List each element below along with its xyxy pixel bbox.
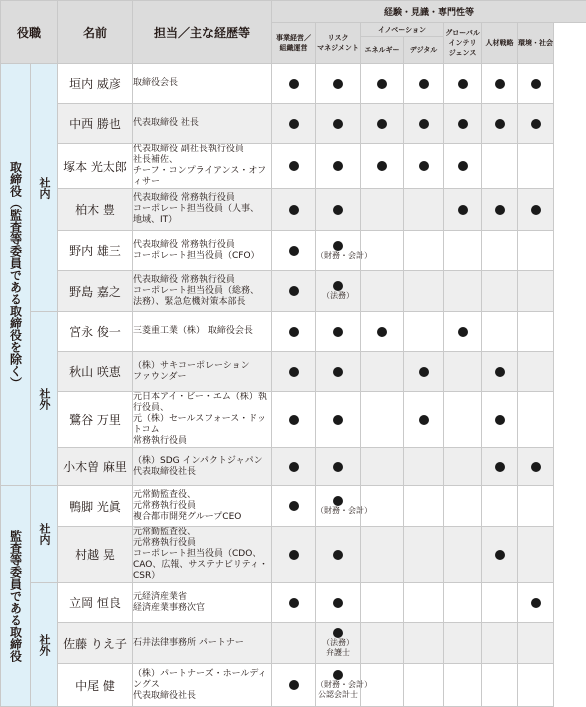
cell-hr [482, 144, 518, 189]
table-row [1, 64, 586, 104]
cell-management [272, 486, 316, 527]
filled-circle-icon [458, 161, 468, 171]
cell-digital [404, 527, 444, 583]
cell-risk [316, 64, 361, 104]
filled-circle-icon [333, 598, 343, 608]
filled-circle-icon [531, 462, 541, 472]
cell-hr [482, 392, 518, 448]
role-group-label: 監査等委員である取締役 [10, 530, 22, 662]
header-role: 役職 [1, 1, 58, 64]
cell-digital [404, 312, 444, 352]
cell-energy [361, 189, 404, 231]
header-row-top [1, 1, 586, 23]
filled-circle-icon [289, 327, 299, 337]
cell-risk [316, 189, 361, 231]
role-group-directors [1, 64, 31, 486]
cell-hr [482, 527, 518, 583]
career-line: CAO、広報、サステナビリティ・CSR） [133, 560, 271, 582]
table-row [1, 144, 586, 189]
cell-env [518, 189, 554, 231]
career-line: 元（株）セールスフォース・ドットコム [133, 414, 271, 436]
career-line: 元常勤監査役、 [133, 527, 271, 538]
cell-energy [361, 392, 404, 448]
career-line: 元常務執行役員 [133, 501, 271, 512]
member-name: 鷺谷 万里 [58, 392, 133, 448]
filled-circle-icon [289, 598, 299, 608]
cell-risk [316, 312, 361, 352]
cell-energy [361, 527, 404, 583]
career-line: 三菱重工業（株） 取締役会長 [133, 326, 271, 337]
cell-hr [482, 448, 518, 486]
table-row [1, 104, 586, 144]
filled-circle-icon [289, 205, 299, 215]
member-career [133, 486, 272, 527]
member-name: 佐藤 りえ子 [58, 623, 133, 664]
filled-circle-icon [289, 79, 299, 89]
filled-circle-icon [289, 501, 299, 511]
table-row [1, 664, 586, 707]
cell-digital [404, 583, 444, 623]
cell-energy [361, 104, 404, 144]
career-line: 元常務執行役員 [133, 538, 271, 549]
filled-circle-icon [333, 281, 343, 291]
filled-circle-icon [458, 327, 468, 337]
member-name: 立岡 恒良 [58, 583, 133, 623]
cell-env [518, 352, 554, 392]
cell-digital [404, 144, 444, 189]
career-line: （株）サキコーポレーション [133, 361, 271, 372]
cell-global [444, 231, 482, 271]
table-row [1, 352, 586, 392]
filled-circle-icon [289, 367, 299, 377]
cell-management [272, 104, 316, 144]
career-line: 社長補佐、 [133, 155, 271, 166]
cell-hr [482, 104, 518, 144]
cell-energy [361, 623, 404, 664]
cell-global [444, 623, 482, 664]
filled-circle-icon [333, 79, 343, 89]
career-line: ファウンダー [133, 372, 271, 383]
career-line: 地域、IT） [133, 215, 271, 226]
table-row [1, 271, 586, 312]
cell-risk [316, 392, 361, 448]
header-hr: 人材戦略 [482, 23, 518, 64]
subgroup-external [31, 583, 58, 707]
career-line: コーポレート担当役員（CFO） [133, 251, 271, 262]
filled-circle-icon [531, 205, 541, 215]
subgroup-label: 社外 [36, 388, 52, 410]
member-career [133, 623, 272, 664]
cell-risk [316, 623, 361, 664]
cell-risk [316, 583, 361, 623]
cell-hr [482, 231, 518, 271]
cell-env [518, 144, 554, 189]
cell-risk [316, 271, 361, 312]
cell-management [272, 448, 316, 486]
member-career [133, 664, 272, 707]
table-row [1, 583, 586, 623]
cell-digital [404, 271, 444, 312]
table-row [1, 392, 586, 448]
career-line: 代表取締役社長 [133, 691, 271, 702]
subgroup-label: 社外 [36, 634, 52, 656]
cell-digital [404, 352, 444, 392]
cell-energy [361, 271, 404, 312]
member-name: 中西 勝也 [58, 104, 133, 144]
cell-global [444, 271, 482, 312]
cell-hr [482, 352, 518, 392]
header-innovation: イノベーション [361, 23, 444, 37]
filled-circle-icon [531, 119, 541, 129]
member-career [133, 392, 272, 448]
career-line: 代表取締役 常務執行役員 [133, 193, 271, 204]
member-career [133, 231, 272, 271]
cell-digital [404, 664, 444, 707]
member-name: 宮永 俊一 [58, 312, 133, 352]
filled-circle-icon [377, 119, 387, 129]
cell-risk [316, 664, 361, 707]
filled-circle-icon [289, 286, 299, 296]
header-digital: デジタル [404, 37, 444, 64]
risk-note: 弁護士 [316, 648, 360, 658]
cell-hr [482, 583, 518, 623]
cell-management [272, 189, 316, 231]
filled-circle-icon [458, 205, 468, 215]
filled-circle-icon [289, 550, 299, 560]
header-energy: エネルギー [361, 37, 404, 64]
cell-env [518, 231, 554, 271]
filled-circle-icon [495, 415, 505, 425]
member-name: 村越 晃 [58, 527, 133, 583]
filled-circle-icon [419, 161, 429, 171]
header-career: 担当／主な経歴等 [133, 1, 272, 64]
header-env: 環境・社会 [518, 23, 554, 64]
risk-note: （財務・会計） [316, 506, 360, 516]
cell-global [444, 527, 482, 583]
filled-circle-icon [495, 367, 505, 377]
career-line: 石井法律事務所 パートナー [133, 638, 271, 649]
cell-env [518, 104, 554, 144]
cell-energy [361, 144, 404, 189]
member-career [133, 352, 272, 392]
member-career [133, 527, 272, 583]
cell-env [518, 312, 554, 352]
cell-env [518, 64, 554, 104]
cell-energy [361, 64, 404, 104]
member-career [133, 189, 272, 231]
filled-circle-icon [333, 161, 343, 171]
role-group-label: 取締役（監査等委員である取締役を除く） [10, 161, 22, 389]
filled-circle-icon [419, 79, 429, 89]
career-line: 代表取締役 常務執行役員 [133, 240, 271, 251]
member-name: 塚本 光太郎 [58, 144, 133, 189]
filled-circle-icon [333, 628, 343, 638]
filled-circle-icon [419, 415, 429, 425]
filled-circle-icon [333, 670, 343, 680]
cell-risk [316, 486, 361, 527]
member-name: 中尾 健 [58, 664, 133, 707]
member-name: 垣内 威彦 [58, 64, 133, 104]
filled-circle-icon [377, 79, 387, 89]
cell-global [444, 486, 482, 527]
career-line: 元経済産業省 [133, 592, 271, 603]
member-name: 鴨脚 光眞 [58, 486, 133, 527]
header-global: グローバル インテリ ジェンス [444, 23, 482, 64]
cell-digital [404, 104, 444, 144]
risk-note: （財務・会計） [316, 251, 360, 261]
member-name: 柏木 豊 [58, 189, 133, 231]
member-career [133, 64, 272, 104]
career-line: （株）パートナーズ・ホールディングス [133, 669, 271, 691]
member-career [133, 104, 272, 144]
cell-digital [404, 448, 444, 486]
cell-management [272, 664, 316, 707]
cell-global [444, 64, 482, 104]
cell-management [272, 352, 316, 392]
career-line: 代表取締役社長 [133, 467, 271, 478]
cell-hr [482, 623, 518, 664]
table-row [1, 486, 586, 527]
cell-env [518, 583, 554, 623]
career-line: 代表取締役 常務執行役員 [133, 275, 271, 286]
cell-risk [316, 231, 361, 271]
career-line: 代表取締役 副社長執行役員 [133, 144, 271, 155]
career-line: 常務執行役員 [133, 436, 271, 447]
cell-risk [316, 527, 361, 583]
cell-env [518, 486, 554, 527]
table-row [1, 448, 586, 486]
cell-hr [482, 664, 518, 707]
filled-circle-icon [458, 119, 468, 129]
subgroup-external [31, 312, 58, 486]
cell-hr [482, 271, 518, 312]
cell-management [272, 64, 316, 104]
header-expertise-group: 経験・見識・専門性等 [272, 1, 586, 23]
cell-env [518, 527, 554, 583]
filled-circle-icon [289, 415, 299, 425]
cell-global [444, 448, 482, 486]
cell-global [444, 312, 482, 352]
cell-env [518, 392, 554, 448]
filled-circle-icon [458, 79, 468, 89]
risk-note: （法務） [316, 638, 360, 648]
career-line: コーポレート担当役員（CDO、 [133, 549, 271, 560]
cell-hr [482, 312, 518, 352]
filled-circle-icon [333, 205, 343, 215]
risk-note: 公認会計士 [316, 690, 360, 700]
cell-global [444, 189, 482, 231]
header-risk: リスク マネジメント [316, 23, 361, 64]
cell-energy [361, 312, 404, 352]
cell-risk [316, 448, 361, 486]
filled-circle-icon [333, 367, 343, 377]
table-row [1, 527, 586, 583]
cell-digital [404, 231, 444, 271]
member-career [133, 144, 272, 189]
cell-global [444, 392, 482, 448]
career-line: 複合都市開発グループCEO [133, 512, 271, 523]
filled-circle-icon [377, 161, 387, 171]
cell-digital [404, 486, 444, 527]
cell-energy [361, 352, 404, 392]
filled-circle-icon [531, 79, 541, 89]
cell-risk [316, 352, 361, 392]
header-management: 事業経営／ 組織運営 [272, 23, 316, 64]
subgroup-label: 社内 [36, 523, 52, 545]
filled-circle-icon [495, 119, 505, 129]
member-name: 野島 嘉之 [58, 271, 133, 312]
cell-env [518, 664, 554, 707]
header-name: 名前 [58, 1, 133, 64]
cell-hr [482, 189, 518, 231]
cell-management [272, 623, 316, 664]
cell-env [518, 623, 554, 664]
cell-management [272, 144, 316, 189]
cell-global [444, 583, 482, 623]
cell-risk [316, 104, 361, 144]
member-career [133, 271, 272, 312]
career-line: 元日本アイ・ビー・エム（株）執行役員、 [133, 392, 271, 414]
career-line: 代表取締役 社長 [133, 118, 271, 129]
filled-circle-icon [495, 462, 505, 472]
filled-circle-icon [289, 462, 299, 472]
member-career [133, 583, 272, 623]
career-line: 経済産業事務次官 [133, 603, 271, 614]
filled-circle-icon [419, 119, 429, 129]
cell-digital [404, 623, 444, 664]
subgroup-label: 社内 [36, 177, 52, 199]
subgroup-internal [31, 486, 58, 583]
career-line: チーフ・コンプライアンス・オフィサー [133, 166, 271, 188]
cell-digital [404, 64, 444, 104]
filled-circle-icon [333, 496, 343, 506]
filled-circle-icon [289, 246, 299, 256]
career-line: （株）SDG インパクトジャパン [133, 456, 271, 467]
cell-management [272, 527, 316, 583]
cell-management [272, 312, 316, 352]
filled-circle-icon [333, 327, 343, 337]
matrix-body [1, 64, 586, 707]
cell-management [272, 271, 316, 312]
cell-env [518, 448, 554, 486]
member-career [133, 448, 272, 486]
cell-global [444, 104, 482, 144]
cell-global [444, 664, 482, 707]
cell-global [444, 144, 482, 189]
career-line: 元常勤監査役、 [133, 490, 271, 501]
cell-management [272, 231, 316, 271]
risk-note: （法務） [316, 291, 360, 301]
filled-circle-icon [333, 550, 343, 560]
cell-hr [482, 486, 518, 527]
cell-risk [316, 144, 361, 189]
filled-circle-icon [289, 161, 299, 171]
role-group-audit [1, 486, 31, 707]
table-row [1, 231, 586, 271]
filled-circle-icon [289, 680, 299, 690]
filled-circle-icon [333, 241, 343, 251]
career-line: 法務）、緊急危機対策本部長 [133, 297, 271, 308]
risk-note: （財務・会計） [316, 680, 360, 690]
table-row [1, 312, 586, 352]
cell-global [444, 352, 482, 392]
table-row [1, 189, 586, 231]
filled-circle-icon [531, 598, 541, 608]
cell-management [272, 583, 316, 623]
filled-circle-icon [495, 205, 505, 215]
career-line: 取締役会長 [133, 78, 271, 89]
member-name: 野内 雄三 [58, 231, 133, 271]
member-name: 小木曽 麻里 [58, 448, 133, 486]
cell-digital [404, 189, 444, 231]
filled-circle-icon [495, 79, 505, 89]
career-line: コーポレート担当役員（人事、 [133, 204, 271, 215]
filled-circle-icon [333, 119, 343, 129]
filled-circle-icon [419, 367, 429, 377]
cell-management [272, 392, 316, 448]
member-career [133, 312, 272, 352]
filled-circle-icon [289, 119, 299, 129]
filled-circle-icon [333, 462, 343, 472]
cell-energy [361, 583, 404, 623]
filled-circle-icon [377, 327, 387, 337]
career-line: コーポレート担当役員（総務、 [133, 286, 271, 297]
cell-hr [482, 64, 518, 104]
member-name: 秋山 咲恵 [58, 352, 133, 392]
table-row [1, 623, 586, 664]
filled-circle-icon [333, 415, 343, 425]
cell-env [518, 271, 554, 312]
filled-circle-icon [495, 550, 505, 560]
subgroup-internal [31, 64, 58, 312]
cell-digital [404, 392, 444, 448]
cell-energy [361, 448, 404, 486]
